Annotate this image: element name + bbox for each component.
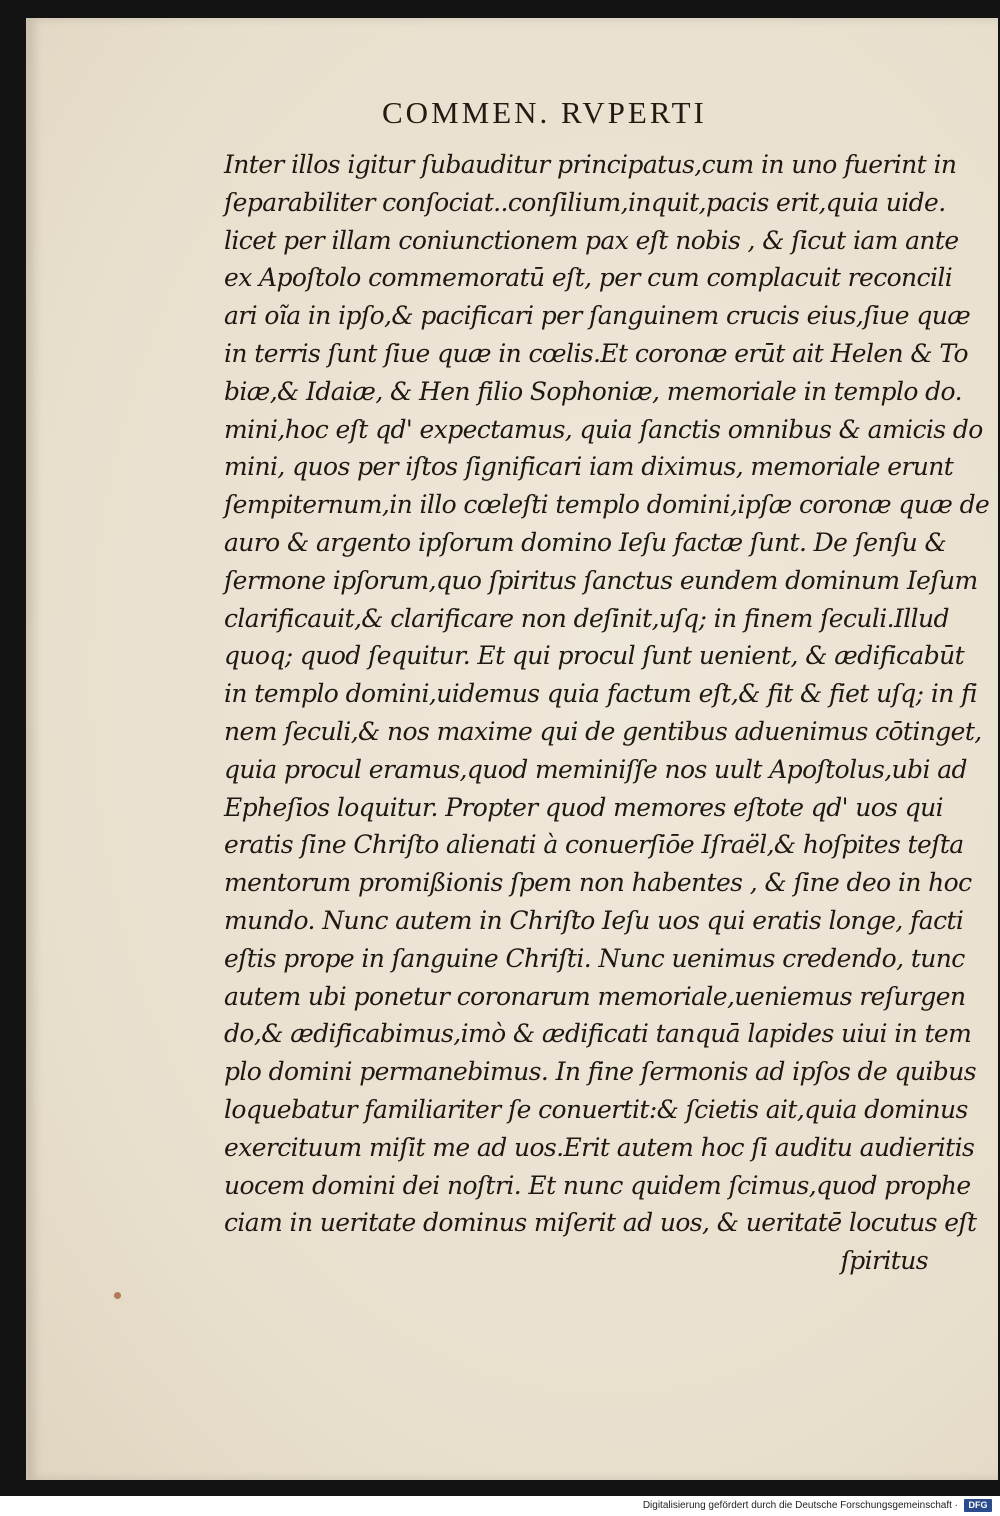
text-line: uocem domini dei noſtri. Et nunc quidem ſcimus,quod prophe [224,1170,971,1200]
text-line: quoq; quod ſequitur. Et qui procul ſunt uenient, & ædificabūt [224,641,965,671]
text-line: biæ,& Idaiæ, & Hen filio Sophoniæ, memoriale in templo do. [224,376,962,406]
text-line: exercituum miſit me ad uos.Erit autem hoc ſi auditu audieritis [224,1132,975,1162]
text-line: do,& ædificabimus,imò & ædificati tanquā lapides uiui in tem [224,1019,972,1049]
body-text [224,146,990,1280]
text-line: ciam in ueritate dominus miſerit ad uos, & ueritatē locutus eſt [224,1208,977,1238]
catchword: ſpiritus [840,1246,928,1276]
text-line: in templo domini,uidemus quia factum eſt,& fit & fiet uſq; in fi [224,679,978,709]
text-line: ex Apoſtolo commemoratū eſt, per cum complacuit reconcili [224,263,953,293]
text-line: ſeparabiliter conſociat..conſilium,inquit,pacis erit,quia uide. [224,187,946,217]
text-line: quia procul eramus,quod meminiſſe nos uult Apoſtolus,ubi ad [224,754,967,784]
text-line: eſtis prope in ſanguine Chriſti. Nunc uenimus credendo, tunc [224,943,965,973]
text-line: mundo. Nunc autem in Chriſto Ieſu uos qui eratis longe, facti [224,905,964,935]
text-line: ſempiternum,in illo cœleſti templo domini,ipſæ coronæ quæ de [224,490,990,520]
text-line: eratis ſine Chriſto alienati à conuerſiōe Iſraël,& hoſpites teſta [224,830,964,860]
text-line: in terris ſunt ſiue quæ in cœlis.Et coronæ erūt ait Helen & To [224,338,968,368]
text-line: Epheſios loquitur. Propter quod memores eſtote qd' uos qui [224,792,944,822]
text-line: mini, quos per iſtos ſignificari iam diximus, memoriale erunt [224,452,954,482]
text-line: plo domini permanebimus. In fine ſermonis ad ipſos de quibus [224,1057,976,1087]
footer-credit: Digitalisierung gefördert durch die Deutsche Forschungsgemeinschaft · [642,1500,958,1511]
paper-stain [114,1292,121,1299]
text-line: mini,hoc eſt qd' expectamus, quia ſanctis omnibus & amicis do [224,414,983,444]
text-line: Inter illos igitur ſubauditur principatus,cum in uno fuerint in [224,150,957,179]
text-line: ſermone ipſorum,quo ſpiritus ſanctus eundem dominum Ieſum [224,565,978,595]
dfg-logo-icon: DFG [964,1499,992,1512]
text-line: mentorum promißionis ſpem non habentes , & ſine deo in hoc [224,868,972,898]
text-line: loquebatur familiariter ſe conuertit:& ſcietis ait,quia dominus [224,1094,968,1124]
text-line: licet per illam coniunctionem pax eſt nobis , & ſicut iam ante [224,225,959,255]
text-line: clarificauit,& clarificare non deſinit,uſq; in finem ſeculi.Illud [224,603,949,633]
text-line: autem ubi ponetur coronarum memoriale,ueniemus reſurgen [224,981,966,1011]
text-line: auro & argento ipſorum domino Ieſu factæ ſunt. De ſenſu & [224,527,947,557]
text-line: ari oĩa in ipſo,& pacificari per ſanguinem crucis eius,ſiue quæ [224,301,971,331]
text-line: nem ſeculi,& nos maxime qui de gentibus aduenimus cōtinget, [224,716,982,746]
running-head: COMMEN. RVPERTI [382,95,707,130]
